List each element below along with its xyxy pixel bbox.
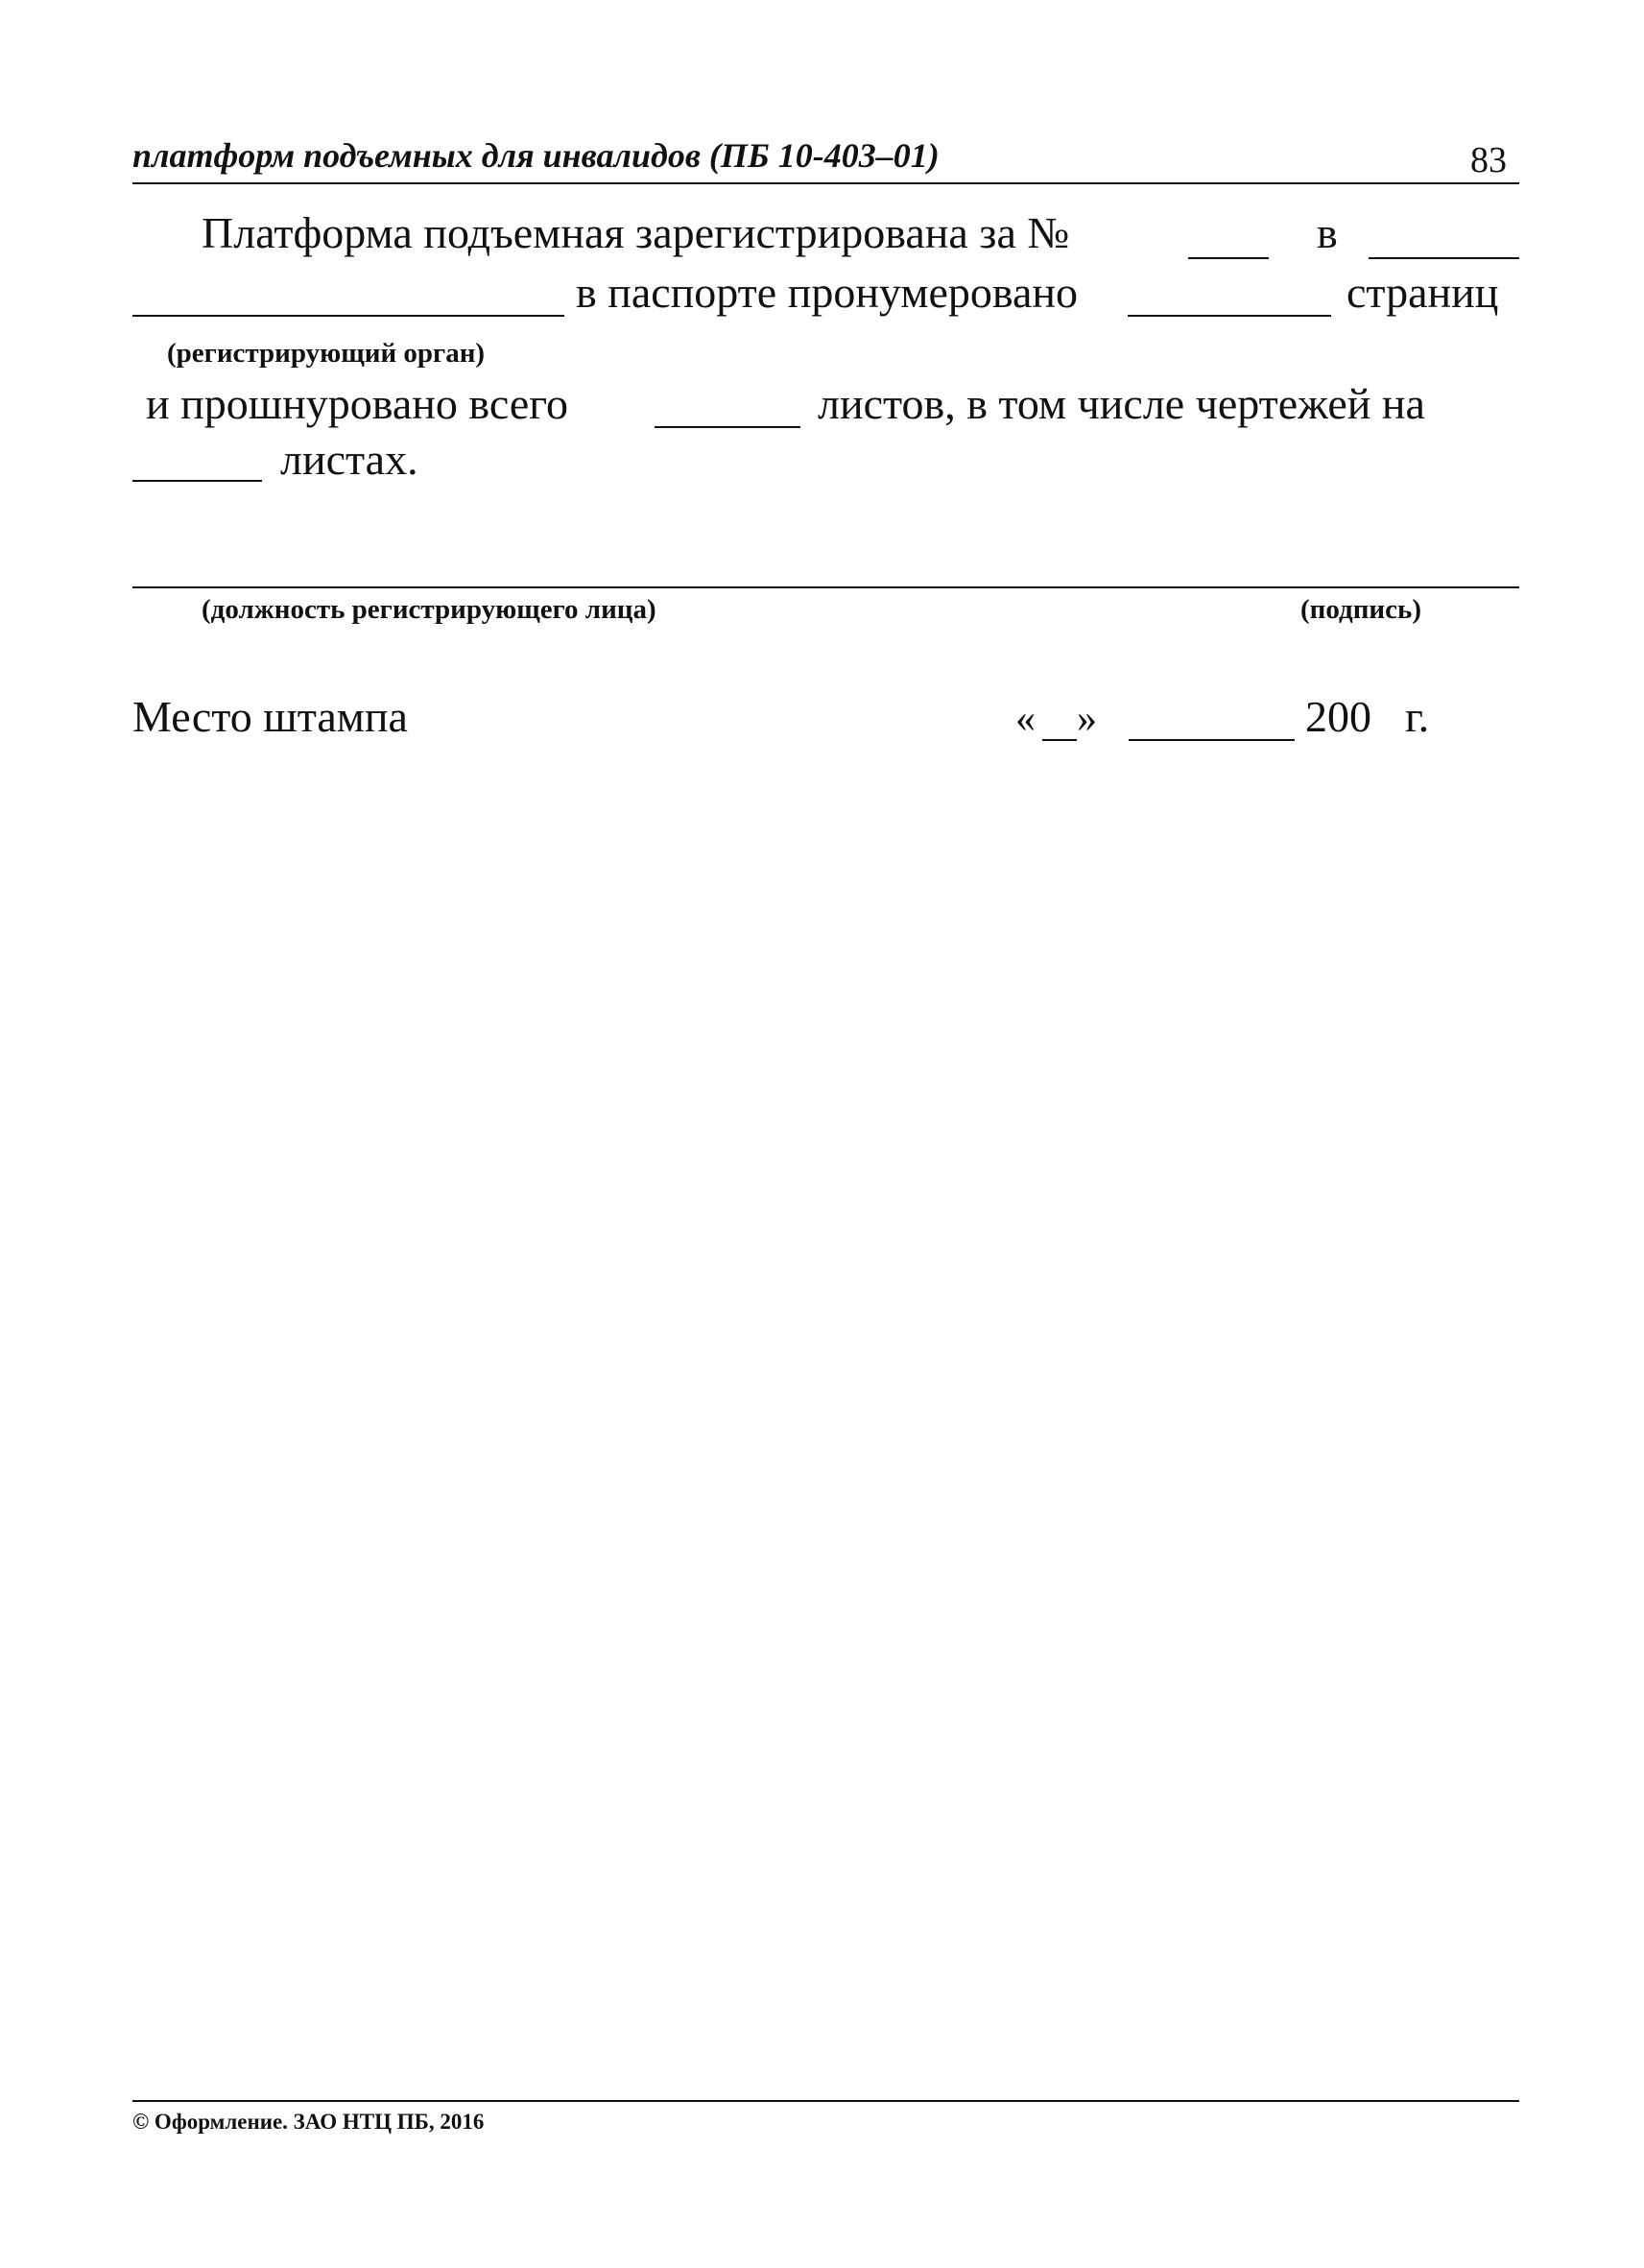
footer-copyright: © Оформление. ЗАО НТЦ ПБ, 2016 <box>132 2110 485 2134</box>
date-year-suffix: г. <box>1405 692 1430 741</box>
header-rule <box>132 182 1519 184</box>
date-quote-open: « <box>1015 697 1036 741</box>
pages-word: страниц <box>1346 268 1499 317</box>
footer-rule <box>132 2100 1519 2102</box>
pages-count-blank[interactable] <box>1128 315 1331 317</box>
signature-line[interactable] <box>132 586 1519 588</box>
registration-text: Платформа подъемная зарегистрирована за № <box>202 208 1070 257</box>
signature-caption: (подпись) <box>1300 594 1421 625</box>
date-day-blank[interactable] <box>1042 739 1077 741</box>
running-header-title: платформ подъемных для инвалидов (ПБ 10-403–01) <box>132 136 940 175</box>
sheets-drawings-text: листов, в том числе чертежей на <box>818 379 1425 428</box>
sheets-count-blank[interactable] <box>655 426 800 428</box>
laced-sheets-text: и прошнуровано всего <box>146 379 568 428</box>
page-number: 83 <box>1470 140 1507 180</box>
authority-caption: (регистрирующий орган) <box>167 338 486 369</box>
drawings-sheets-blank[interactable] <box>132 480 262 482</box>
pages-numbered-text: в паспорте пронумеровано <box>576 268 1079 317</box>
registration-authority-blank[interactable] <box>132 315 564 317</box>
registration-in-text: в <box>1317 208 1338 257</box>
sheets-word: листах. <box>280 435 418 484</box>
date-year: 200 <box>1305 692 1371 741</box>
date-quote-close: » <box>1077 697 1097 741</box>
registration-number-blank[interactable] <box>1188 257 1269 259</box>
stamp-place-label: Место штампа <box>132 692 408 741</box>
date-month-blank[interactable] <box>1129 739 1295 741</box>
registration-place-blank[interactable] <box>1369 257 1519 259</box>
position-caption: (должность регистрирующего лица) <box>202 594 656 625</box>
